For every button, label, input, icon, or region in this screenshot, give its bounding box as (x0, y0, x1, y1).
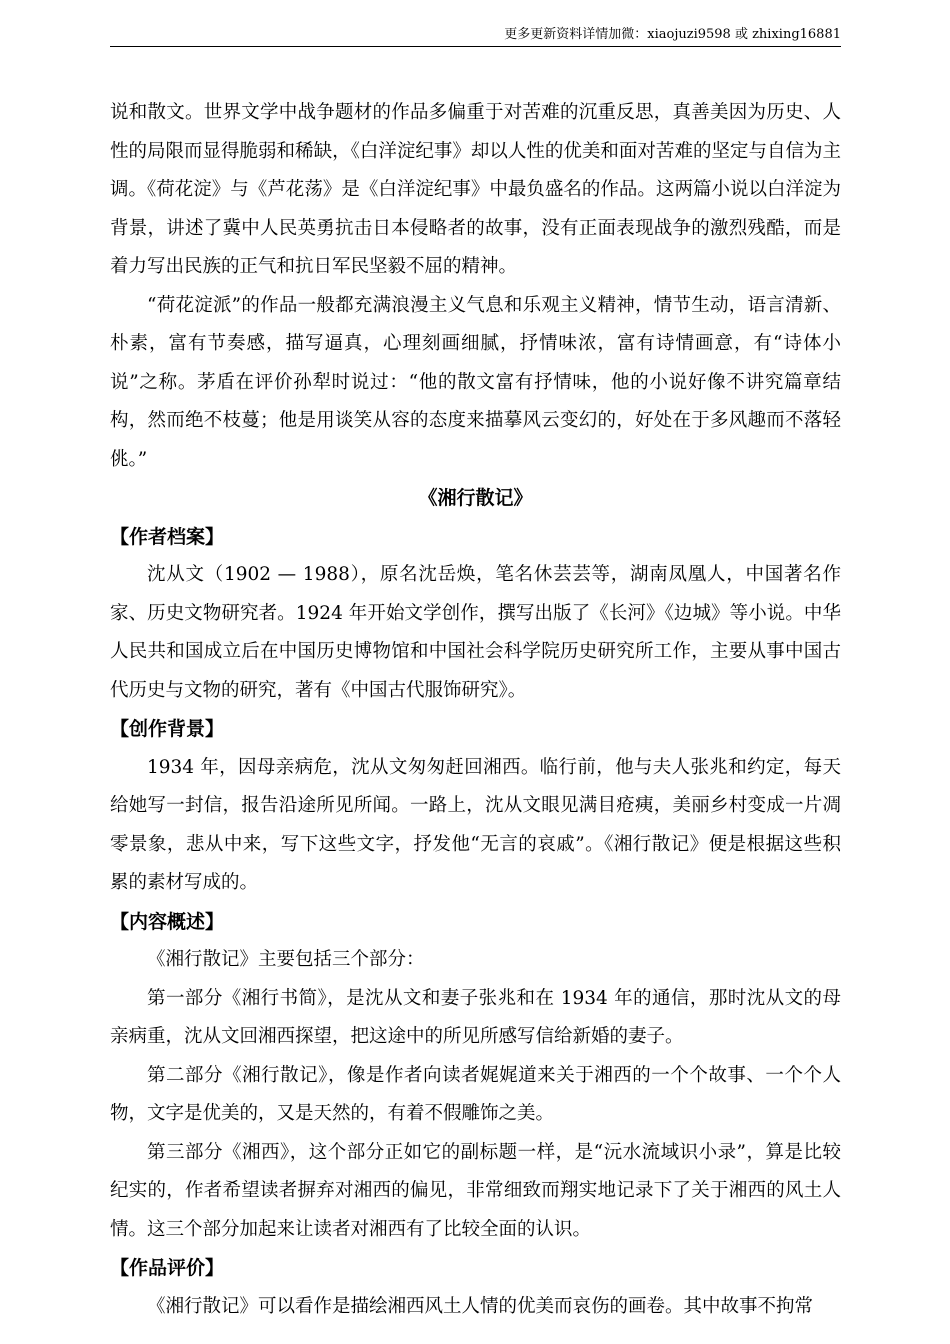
author-paragraph: 沈从文（1902 — 1988），原名沈岳焕，笔名休芸芸等，湖南凤凰人，中国著名作家、历史文物研究者。1924 年开始文学创作，撰写出版了《长河》《边城》等小说。中华人民共和国成立后在中国历史博物馆和中国社会科学院历史研究所工作，主要从事中国古代历史与文物的研究，著有《中国古代服饰研究》。 (110, 564, 841, 701)
summary-paragraph-2: 第一部分《湘行书简》，是沈从文和妻子张兆和在 1934 年的通信，那时沈从文的母亲病重，沈从文回湘西探望，把这途中的所见所感写信给新婚的妻子。 (110, 987, 841, 1047)
intro-paragraph-1: 说和散文。世界文学中战争题材的作品多偏重于对苦难的沉重反思，真善美因为历史、人性的局限而显得脆弱和稀缺，《白洋淀纪事》却以人性的优美和面对苦难的坚定与自信为主调。《荷花淀》与《芦花荡》是《白洋淀纪事》中最负盛名的作品。这两篇小说以白洋淀为背景，讲述了冀中人民英勇抗击日本侵略者的故事，没有正面表现战争的激烈残酷，而是着力写出民族的正气和抗日军民坚毅不屈的精神。 (110, 102, 841, 277)
intro-paragraph-2: “荷花淀派”的作品一般都充满浪漫主义气息和乐观主义精神，情节生动，语言清新、朴素，富有节奏感，描写逼真，心理刻画细腻，抒情味浓，富有诗情画意，有“诗体小说”之称。茅盾在评价孙犁时说过：“他的散文富有抒情味，他的小说好像不讲究篇章结构，然而绝不枝蔓；他是用谈笑从容的态度来描摹风云变幻的，好处在于多风趣而不落轻佻。” (110, 294, 841, 470)
header-text: 更多更新资料详情加微：xiaojuzi9598 或 zhixing16881 (504, 27, 841, 42)
background-paragraph: 1934 年，因母亲病危，沈从文匆匆赶回湘西。临行前，他与夫人张兆和约定，每天给她写一封信，报告沿途所见所闻。一路上，沈从文眼见满目疮痍，美丽乡村变成一片凋零景象，悲从中来，写下这些文字，抒发他“无言的哀戚”。《湘行散记》便是根据这些积累的素材写成的。 (110, 756, 841, 893)
evaluation-paragraph: 《湘行散记》可以看作是描绘湘西风土人情的优美而哀伤的画卷。其中故事不拘常 (147, 1295, 814, 1317)
summary-heading: 【内容概述】 (110, 910, 225, 933)
book-title: 《湘行散记》 (418, 487, 533, 509)
page-header (110, 24, 841, 47)
background-heading: 【创作背景】 (110, 718, 225, 740)
author-heading: 【作者档案】 (110, 525, 225, 548)
summary-paragraph-1: 《湘行散记》主要包括三个部分： (147, 949, 425, 970)
summary-paragraph-3: 第二部分《湘行散记》，像是作者向读者娓娓道来关于湘西的一个个故事、一个个人物，文字是优美的，又是天然的，有着不假雕饰之美。 (110, 1064, 841, 1124)
document-body (110, 94, 841, 1326)
evaluation-heading: 【作品评价】 (110, 1257, 225, 1279)
summary-paragraph-4: 第三部分《湘西》，这个部分正如它的副标题一样，是“沅水流域识小录”，算是比较纪实的，作者希望读者摒弃对湘西的偏见，非常细致而翔实地记录下了关于湘西的风土人情。这三个部分加起来让读者对湘西有了比较全面的认识。 (110, 1141, 841, 1240)
